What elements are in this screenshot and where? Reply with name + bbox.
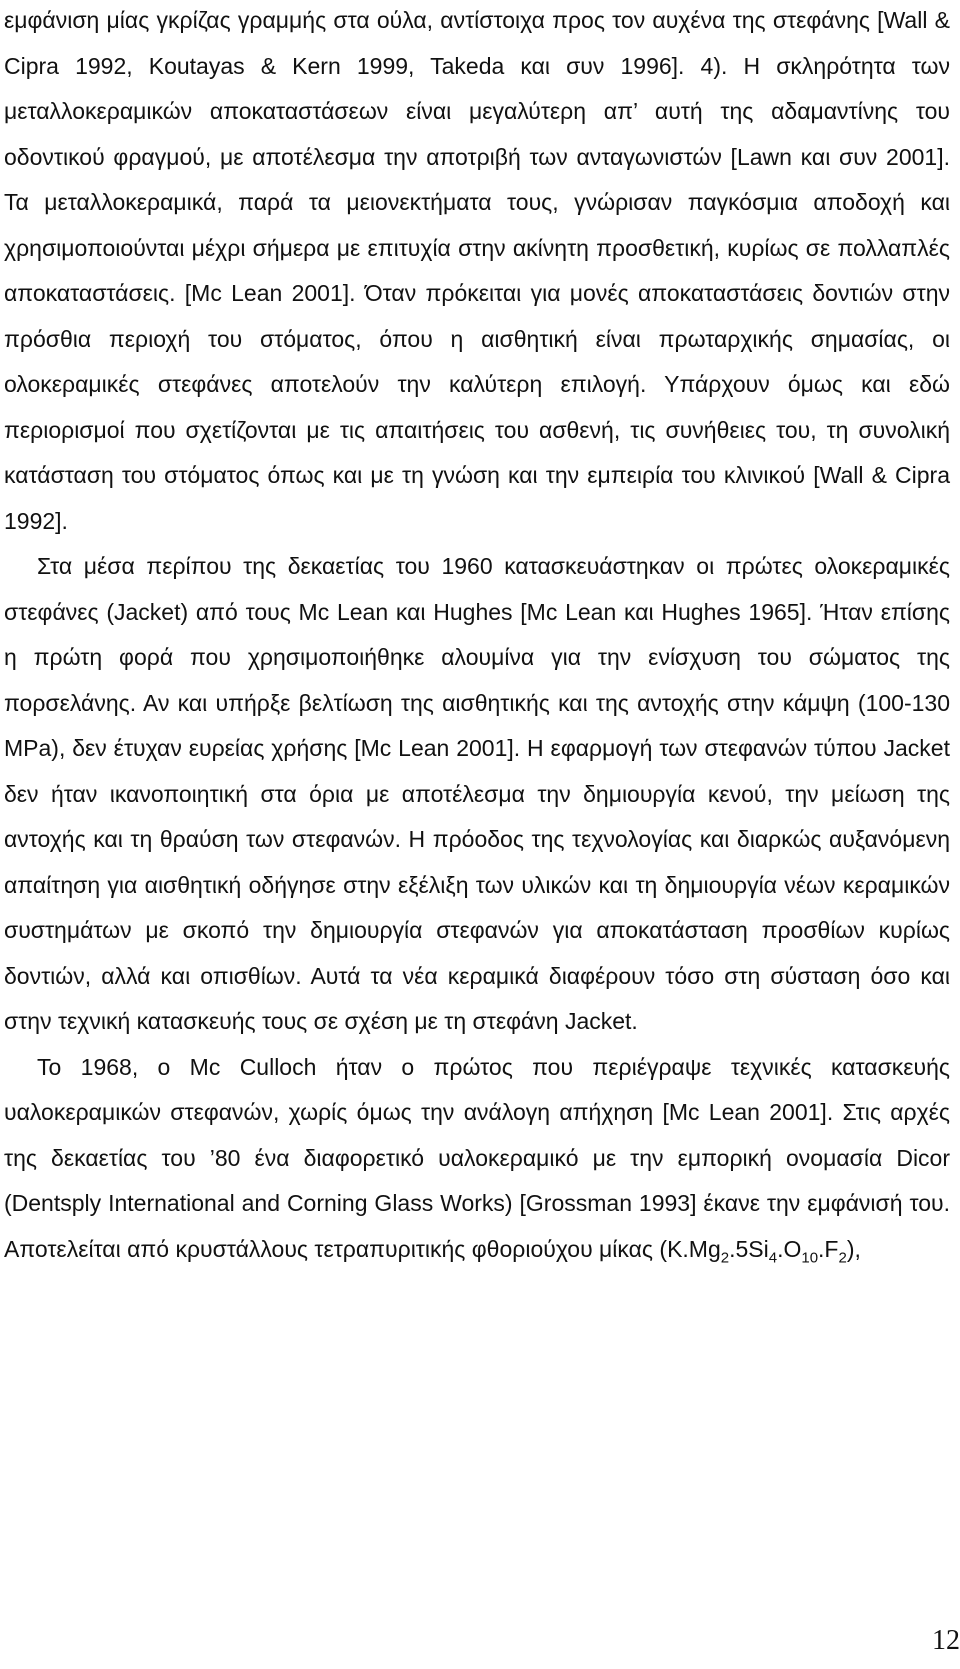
paragraph-3-text: Το 1968, ο Mc Culloch ήταν ο πρώτος που περιέγραψε τεχνικές κατασκευής υαλοκεραμικών στεφανών, χωρίς όμως την ανάλογη απήχηση [Mc Lean 2001]. Στις αρχές της δεκαετίας του ’80 ένα διαφορετικό υαλοκεραμικό με την εμπορική ονομασία Dicor (Dentsply International and Corning Glass Works) [Grossman 1993] έκανε την εμφάνισή του. Αποτελείται από κρυστάλλους τετραπυριτικής φθοριούχου μίκας xyxy=(4,1053,950,1262)
paragraph-2: Στα μέσα περίπου της δεκαετίας του 1960 κατασκευάστηκαν οι πρώτες ολοκεραμικές στεφάνες (Jacket) από τους Mc Lean και Hughes [Mc Lean και Hughes 1965]. Ήταν επίσης η πρώτη φορά που χρησιμοποιήθηκε αλουμίνα για την ενίσχυση του σώματος της πορσελάνης. Αν και υπήρξε βελτίωση της αισθητικής και της αντοχής στην κάμψη (100-130 MPa), δεν έτυχαν ευρείας χρήσης [Mc Lean 2001]. Η εφαρμογή των στεφανών τύπου Jacket δεν ήταν ικανοποιητική στα όρια με αποτέλεσμα την δημιουργία κενού, την μείωση της αντοχής και τη θραύση των στεφανών. Η πρόοδος της τεχνολογίας και διαρκώς αυξανόμενη απαίτηση για αισθητική οδήγησε στην εξέλιξη των υλικών και τη δημιουργία νέων κεραμικών συστημάτων με σκοπό την δημιουργία στεφανών για αποκατάσταση προσθίων κυρίως δοντιών, αλλά και οπισθίων. Αυτά τα νέα κεραμικά διαφέρουν τόσο στη σύσταση όσο και στην τεχνική κατασκευής τους σε σχέση με τη στεφάνη Jacket. xyxy=(4,553,950,1034)
formula-subscript: 2 xyxy=(720,1249,730,1267)
formula-part: .F xyxy=(818,1235,839,1262)
formula-part: (K.Mg xyxy=(659,1235,721,1262)
formula-subscript: 4 xyxy=(768,1249,778,1267)
mica-formula xyxy=(659,1235,861,1267)
formula-subscript: 2 xyxy=(838,1249,847,1267)
formula-part: .5Si xyxy=(729,1235,769,1262)
paragraph-1: εμφάνιση μίας γκρίζας γραμμής στα ούλα, αντίστοιχα προς τον αυχένα της στεφάνης [Wall & Cipra 1992, Koutayas & Kern 1999, Takeda και συν 1996]. 4). Η σκληρότητα των μεταλλοκεραμικών αποκαταστάσεων είναι μεγαλύτερη απ’ αυτή της αδαμαντίνης του οδοντικού φραγμού, με αποτέλεσμα την αποτριβή των ανταγωνιστών [Lawn και συν 2001]. Τα μεταλλοκεραμικά, παρά τα μειονεκτήματα τους, γνώρισαν παγκόσμια αποδοχή και χρησιμοποιούνται μέχρι σήμερα με επιτυχία στην ακίνητη προσθετική, κυρίως σε πολλαπλές αποκαταστάσεις. [Mc Lean 2001]. Όταν πρόκειται για μονές αποκαταστάσεις δοντιών στην πρόσθια περιοχή του στόματος, όπου η αισθητική είναι πρωταρχικής σημασίας, οι ολοκεραμικές στεφάνες αποτελούν την καλύτερη επιλογή. Υπάρχουν όμως και εδώ περιορισμοί που σχετίζονται με τις απαιτήσεις του ασθενή, τις συνήθειες του, τη συνολική κατάσταση του στόματος όπως και με τη γνώση και την εμπειρία του κλινικού [Wall & Cipra 1992]. xyxy=(4,7,950,534)
paragraph-3 xyxy=(4,1045,950,1273)
formula-part: .O xyxy=(777,1235,802,1262)
document-body xyxy=(4,0,950,1272)
formula-subscript: 10 xyxy=(801,1249,819,1267)
formula-part: ), xyxy=(846,1235,861,1262)
page-number: 12 xyxy=(932,1625,960,1656)
